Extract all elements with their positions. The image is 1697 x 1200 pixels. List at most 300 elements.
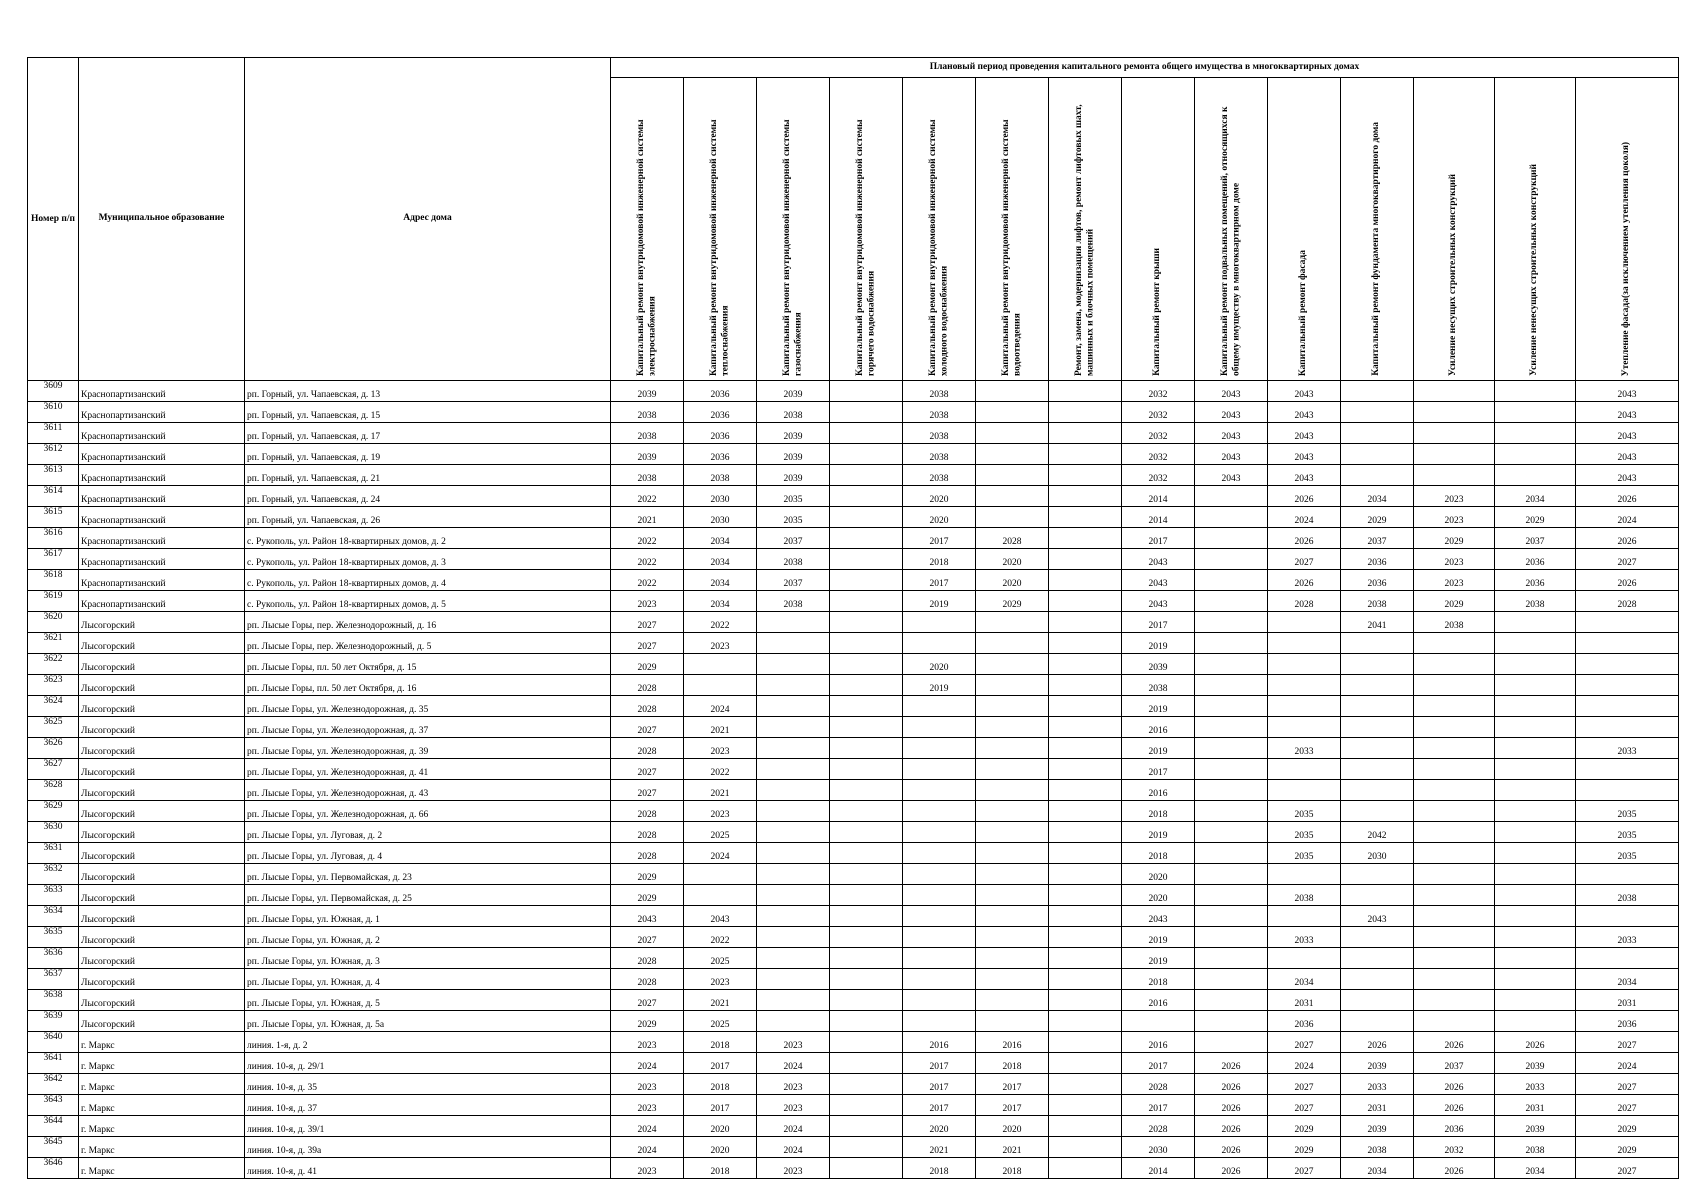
- row-year-cell: 2021: [684, 780, 757, 801]
- row-year-cell: 2028: [611, 801, 684, 822]
- row-year-cell: [1268, 780, 1341, 801]
- row-address: рп. Горный, ул. Чапаевская, д. 26: [245, 507, 611, 528]
- row-year-cell: [830, 717, 903, 738]
- row-year-cell: 2026: [1495, 1032, 1576, 1053]
- row-year-cell: [1049, 948, 1122, 969]
- row-year-cell: 2035: [757, 486, 830, 507]
- row-year-cell: 2034: [1495, 1158, 1576, 1179]
- row-number: 3644: [28, 1116, 79, 1137]
- table-row: [28, 717, 1679, 738]
- row-year-cell: 2029: [1268, 1116, 1341, 1137]
- row-year-cell: 2037: [757, 528, 830, 549]
- row-year-cell: 2029: [611, 885, 684, 906]
- register-sheet: [27, 57, 1679, 1179]
- row-year-cell: [830, 486, 903, 507]
- row-year-cell: [1414, 801, 1495, 822]
- row-year-cell: 2038: [611, 402, 684, 423]
- row-year-cell: 2018: [684, 1074, 757, 1095]
- row-year-cell: 2043: [1122, 570, 1195, 591]
- row-year-cell: [1268, 654, 1341, 675]
- row-year-cell: 2036: [1495, 549, 1576, 570]
- row-year-cell: [976, 1011, 1049, 1032]
- row-year-cell: 2038: [903, 402, 976, 423]
- table-row: [28, 423, 1679, 444]
- row-year-cell: [1341, 633, 1414, 654]
- table-row: [28, 570, 1679, 591]
- row-year-cell: [830, 948, 903, 969]
- row-year-cell: 2021: [684, 717, 757, 738]
- row-year-cell: 2026: [1268, 486, 1341, 507]
- row-year-cell: [976, 843, 1049, 864]
- row-number: 3639: [28, 1011, 79, 1032]
- row-year-cell: [1049, 528, 1122, 549]
- row-year-cell: 2039: [757, 381, 830, 402]
- row-year-cell: [976, 423, 1049, 444]
- row-year-cell: [830, 402, 903, 423]
- header-work-label: Капитальный ремонт подвальных помещений, относящихся к общему имуществу в многоквартирном доме: [1219, 106, 1241, 376]
- row-year-cell: 2021: [976, 1137, 1049, 1158]
- row-year-cell: 2032: [1122, 381, 1195, 402]
- row-year-cell: [903, 885, 976, 906]
- row-municipality: Лысогорский: [79, 1011, 245, 1032]
- row-year-cell: [830, 990, 903, 1011]
- row-address: рп. Лысые Горы, ул. Южная, д. 5а: [245, 1011, 611, 1032]
- row-year-cell: [1268, 948, 1341, 969]
- row-year-cell: 2016: [1122, 717, 1195, 738]
- row-municipality: г. Маркс: [79, 1032, 245, 1053]
- row-year-cell: [1414, 717, 1495, 738]
- row-year-cell: 2043: [1268, 423, 1341, 444]
- row-year-cell: [757, 759, 830, 780]
- header-work-label: Усиление несущих строительных конструкций: [1448, 173, 1459, 376]
- row-municipality: г. Маркс: [79, 1053, 245, 1074]
- row-year-cell: [1195, 906, 1268, 927]
- table-row: [28, 654, 1679, 675]
- row-address: рп. Лысые Горы, ул. Луговая, д. 4: [245, 843, 611, 864]
- row-municipality: Лысогорский: [79, 885, 245, 906]
- row-year-cell: [976, 675, 1049, 696]
- row-year-cell: [757, 843, 830, 864]
- row-year-cell: [1049, 507, 1122, 528]
- row-year-cell: 2035: [1268, 801, 1341, 822]
- row-year-cell: [1049, 885, 1122, 906]
- row-address: с. Рукополь, ул. Район 18-квартирных домов, д. 4: [245, 570, 611, 591]
- row-municipality: Лысогорский: [79, 843, 245, 864]
- row-year-cell: [1268, 864, 1341, 885]
- row-year-cell: 2029: [1495, 507, 1576, 528]
- row-year-cell: [1268, 759, 1341, 780]
- row-year-cell: 2026: [1414, 1032, 1495, 1053]
- row-year-cell: 2031: [1341, 1095, 1414, 1116]
- row-address: рп. Горный, ул. Чапаевская, д. 13: [245, 381, 611, 402]
- table-row: [28, 486, 1679, 507]
- row-year-cell: 2014: [1122, 507, 1195, 528]
- row-year-cell: 2036: [684, 381, 757, 402]
- row-year-cell: [1576, 906, 1679, 927]
- row-year-cell: 2038: [1414, 612, 1495, 633]
- row-year-cell: 2023: [611, 591, 684, 612]
- row-year-cell: [1341, 444, 1414, 465]
- row-year-cell: [1414, 633, 1495, 654]
- row-year-cell: 2018: [976, 1158, 1049, 1179]
- row-year-cell: [1414, 969, 1495, 990]
- row-number: 3628: [28, 780, 79, 801]
- row-year-cell: [830, 507, 903, 528]
- row-year-cell: 2038: [1341, 1137, 1414, 1158]
- row-year-cell: 2017: [1122, 1095, 1195, 1116]
- row-year-cell: [1049, 675, 1122, 696]
- row-year-cell: 2038: [684, 465, 757, 486]
- row-year-cell: 2023: [611, 1032, 684, 1053]
- row-year-cell: 2027: [611, 927, 684, 948]
- row-year-cell: [1414, 759, 1495, 780]
- row-year-cell: [1195, 885, 1268, 906]
- row-year-cell: 2019: [1122, 822, 1195, 843]
- row-municipality: Лысогорский: [79, 633, 245, 654]
- row-year-cell: 2027: [1576, 1074, 1679, 1095]
- row-year-cell: 2024: [684, 843, 757, 864]
- row-year-cell: [684, 885, 757, 906]
- row-year-cell: 2043: [1195, 402, 1268, 423]
- row-year-cell: [976, 696, 1049, 717]
- row-year-cell: 2035: [1576, 801, 1679, 822]
- row-year-cell: 2043: [1195, 381, 1268, 402]
- row-year-cell: 2043: [684, 906, 757, 927]
- row-number: 3619: [28, 591, 79, 612]
- row-year-cell: [1049, 381, 1122, 402]
- row-year-cell: 2033: [1268, 738, 1341, 759]
- row-year-cell: 2025: [684, 822, 757, 843]
- row-municipality: Лысогорский: [79, 969, 245, 990]
- row-year-cell: [976, 654, 1049, 675]
- table-row: [28, 381, 1679, 402]
- table-row: [28, 528, 1679, 549]
- row-year-cell: 2043: [1576, 444, 1679, 465]
- row-year-cell: 2027: [1268, 1095, 1341, 1116]
- row-year-cell: [1195, 801, 1268, 822]
- row-year-cell: 2039: [1495, 1116, 1576, 1137]
- row-year-cell: [1341, 423, 1414, 444]
- row-year-cell: 2033: [1576, 738, 1679, 759]
- row-year-cell: [976, 801, 1049, 822]
- row-year-cell: [1049, 1116, 1122, 1137]
- row-year-cell: [830, 738, 903, 759]
- row-year-cell: 2038: [611, 423, 684, 444]
- row-municipality: Лысогорский: [79, 801, 245, 822]
- row-year-cell: 2043: [1268, 465, 1341, 486]
- row-year-cell: [684, 654, 757, 675]
- row-year-cell: [830, 654, 903, 675]
- row-year-cell: [830, 591, 903, 612]
- row-year-cell: 2019: [903, 591, 976, 612]
- row-year-cell: 2038: [1341, 591, 1414, 612]
- row-year-cell: [1576, 612, 1679, 633]
- row-year-cell: 2027: [611, 990, 684, 1011]
- row-year-cell: 2028: [611, 948, 684, 969]
- row-year-cell: [1495, 444, 1576, 465]
- row-year-cell: 2035: [1268, 822, 1341, 843]
- capital-repair-table: [27, 57, 1679, 1179]
- row-year-cell: 2038: [903, 465, 976, 486]
- row-year-cell: [1049, 990, 1122, 1011]
- row-year-cell: [1414, 738, 1495, 759]
- row-year-cell: 2036: [1414, 1116, 1495, 1137]
- row-year-cell: [1414, 402, 1495, 423]
- header-work-label: Капитальный ремонт внутридомовой инженерной системы газоснабжения: [781, 119, 803, 376]
- header-work-2: [684, 78, 757, 381]
- row-year-cell: [830, 759, 903, 780]
- row-year-cell: [1341, 654, 1414, 675]
- row-year-cell: [1495, 654, 1576, 675]
- header-work-7: [1049, 78, 1122, 381]
- row-year-cell: 2038: [757, 591, 830, 612]
- row-year-cell: 2038: [1495, 591, 1576, 612]
- row-year-cell: [830, 612, 903, 633]
- row-municipality: Лысогорский: [79, 822, 245, 843]
- row-year-cell: [1049, 1137, 1122, 1158]
- row-year-cell: [757, 612, 830, 633]
- table-row: [28, 969, 1679, 990]
- row-year-cell: 2024: [1576, 507, 1679, 528]
- table-row: [28, 864, 1679, 885]
- row-number: 3610: [28, 402, 79, 423]
- row-year-cell: [1049, 822, 1122, 843]
- row-year-cell: 2031: [1576, 990, 1679, 1011]
- row-year-cell: 2043: [1195, 465, 1268, 486]
- row-year-cell: 2038: [903, 423, 976, 444]
- row-year-cell: [1341, 381, 1414, 402]
- row-year-cell: 2029: [611, 654, 684, 675]
- row-year-cell: 2035: [1268, 843, 1341, 864]
- row-municipality: Лысогорский: [79, 675, 245, 696]
- row-year-cell: [1495, 822, 1576, 843]
- row-year-cell: [903, 633, 976, 654]
- row-year-cell: [1341, 696, 1414, 717]
- row-year-cell: [1341, 969, 1414, 990]
- row-year-cell: [1195, 633, 1268, 654]
- row-address: рп. Горный, ул. Чапаевская, д. 21: [245, 465, 611, 486]
- row-year-cell: 2028: [611, 969, 684, 990]
- row-year-cell: [903, 717, 976, 738]
- row-year-cell: 2042: [1341, 822, 1414, 843]
- table-row: [28, 1053, 1679, 1074]
- row-municipality: Лысогорский: [79, 717, 245, 738]
- row-year-cell: 2041: [1341, 612, 1414, 633]
- row-year-cell: 2017: [903, 1053, 976, 1074]
- row-year-cell: [976, 717, 1049, 738]
- row-year-cell: [1576, 864, 1679, 885]
- row-year-cell: 2032: [1122, 444, 1195, 465]
- table-row: [28, 465, 1679, 486]
- row-year-cell: [1414, 381, 1495, 402]
- row-year-cell: 2018: [1122, 969, 1195, 990]
- row-year-cell: 2020: [903, 1116, 976, 1137]
- row-year-cell: [1495, 885, 1576, 906]
- row-year-cell: [1268, 633, 1341, 654]
- row-year-cell: 2025: [684, 1011, 757, 1032]
- row-year-cell: 2038: [1268, 885, 1341, 906]
- row-year-cell: [1414, 675, 1495, 696]
- row-year-cell: [1495, 927, 1576, 948]
- row-address: рп. Лысые Горы, ул. Железнодорожная, д. 35: [245, 696, 611, 717]
- table-row: [28, 738, 1679, 759]
- table-row: [28, 549, 1679, 570]
- row-year-cell: [1049, 423, 1122, 444]
- row-year-cell: 2027: [1576, 1032, 1679, 1053]
- row-year-cell: [1414, 843, 1495, 864]
- row-year-cell: [903, 801, 976, 822]
- row-year-cell: 2043: [1122, 906, 1195, 927]
- row-year-cell: [757, 948, 830, 969]
- row-year-cell: 2027: [611, 759, 684, 780]
- row-number: 3625: [28, 717, 79, 738]
- row-year-cell: 2025: [684, 948, 757, 969]
- row-address: рп. Лысые Горы, пер. Железнодорожный, д. 16: [245, 612, 611, 633]
- row-year-cell: [1195, 696, 1268, 717]
- row-year-cell: 2039: [1341, 1116, 1414, 1137]
- row-year-cell: 2020: [684, 1137, 757, 1158]
- row-year-cell: [1195, 927, 1268, 948]
- row-number: 3611: [28, 423, 79, 444]
- row-municipality: г. Маркс: [79, 1158, 245, 1179]
- row-year-cell: [830, 1095, 903, 1116]
- row-year-cell: [1341, 885, 1414, 906]
- row-year-cell: 2017: [903, 528, 976, 549]
- table-row: [28, 1158, 1679, 1179]
- table-row: [28, 1074, 1679, 1095]
- row-year-cell: 2017: [1122, 612, 1195, 633]
- row-year-cell: 2036: [684, 423, 757, 444]
- header-work-5: [903, 78, 976, 381]
- row-year-cell: 2038: [903, 381, 976, 402]
- row-municipality: Лысогорский: [79, 738, 245, 759]
- row-year-cell: [1049, 759, 1122, 780]
- row-year-cell: [1049, 1095, 1122, 1116]
- row-year-cell: 2030: [684, 486, 757, 507]
- row-year-cell: [1576, 948, 1679, 969]
- row-year-cell: [830, 570, 903, 591]
- row-number: 3629: [28, 801, 79, 822]
- header-work-label: Капитальный ремонт фасада: [1298, 249, 1309, 376]
- row-year-cell: 2014: [1122, 486, 1195, 507]
- row-number: 3612: [28, 444, 79, 465]
- row-year-cell: 2027: [611, 633, 684, 654]
- row-year-cell: [1341, 927, 1414, 948]
- header-work-14: [1576, 78, 1679, 381]
- row-year-cell: [757, 696, 830, 717]
- row-year-cell: [1049, 654, 1122, 675]
- row-year-cell: 2037: [1495, 528, 1576, 549]
- row-year-cell: 2020: [903, 486, 976, 507]
- row-year-cell: 2018: [1122, 801, 1195, 822]
- row-year-cell: [757, 675, 830, 696]
- row-year-cell: 2023: [757, 1032, 830, 1053]
- row-year-cell: 2017: [903, 1074, 976, 1095]
- row-year-cell: [1341, 402, 1414, 423]
- row-year-cell: [757, 864, 830, 885]
- row-year-cell: 2022: [611, 528, 684, 549]
- row-year-cell: 2017: [976, 1074, 1049, 1095]
- row-year-cell: 2036: [1341, 549, 1414, 570]
- row-year-cell: 2016: [903, 1032, 976, 1053]
- row-year-cell: [1576, 780, 1679, 801]
- row-year-cell: [757, 738, 830, 759]
- row-year-cell: [757, 801, 830, 822]
- row-year-cell: 2034: [1495, 486, 1576, 507]
- row-municipality: Краснопартизанский: [79, 570, 245, 591]
- row-year-cell: [1049, 444, 1122, 465]
- row-number: 3623: [28, 675, 79, 696]
- row-municipality: Лысогорский: [79, 759, 245, 780]
- row-year-cell: 2026: [1576, 486, 1679, 507]
- row-year-cell: [1341, 675, 1414, 696]
- row-municipality: Краснопартизанский: [79, 486, 245, 507]
- row-year-cell: 2017: [1122, 759, 1195, 780]
- row-year-cell: [1495, 780, 1576, 801]
- row-number: 3645: [28, 1137, 79, 1158]
- row-year-cell: 2027: [611, 780, 684, 801]
- header-work-label: Капитальный ремонт внутридомовой инженерной системы горячего водоснабжения: [854, 119, 876, 376]
- row-year-cell: 2043: [1122, 591, 1195, 612]
- header-work-label: Усиление ненесущих строительных конструкций: [1529, 164, 1540, 376]
- row-year-cell: [1495, 381, 1576, 402]
- row-year-cell: 2028: [611, 675, 684, 696]
- row-year-cell: [976, 402, 1049, 423]
- row-year-cell: 2037: [757, 570, 830, 591]
- row-year-cell: 2035: [757, 507, 830, 528]
- row-number: 3618: [28, 570, 79, 591]
- row-year-cell: [1414, 864, 1495, 885]
- row-year-cell: 2027: [1268, 1074, 1341, 1095]
- row-year-cell: 2024: [611, 1053, 684, 1074]
- header-work-label: Капитальный ремонт крыши: [1152, 248, 1163, 376]
- row-year-cell: 2024: [611, 1137, 684, 1158]
- table-row: [28, 612, 1679, 633]
- row-year-cell: [1049, 465, 1122, 486]
- row-year-cell: [1195, 843, 1268, 864]
- row-year-cell: 2022: [684, 927, 757, 948]
- row-address: линия. 10-я, д. 41: [245, 1158, 611, 1179]
- row-year-cell: [1195, 528, 1268, 549]
- table-row: [28, 822, 1679, 843]
- row-year-cell: [1268, 696, 1341, 717]
- table-row: [28, 1032, 1679, 1053]
- row-year-cell: 2023: [684, 633, 757, 654]
- row-year-cell: 2023: [611, 1158, 684, 1179]
- row-year-cell: 2039: [1341, 1053, 1414, 1074]
- row-year-cell: [1495, 864, 1576, 885]
- row-municipality: Лысогорский: [79, 612, 245, 633]
- row-year-cell: 2033: [1576, 927, 1679, 948]
- row-year-cell: 2019: [903, 675, 976, 696]
- row-year-cell: [1495, 465, 1576, 486]
- table-row: [28, 675, 1679, 696]
- row-year-cell: [1268, 675, 1341, 696]
- row-year-cell: 2016: [1122, 1032, 1195, 1053]
- row-year-cell: [1195, 948, 1268, 969]
- row-year-cell: [1414, 885, 1495, 906]
- row-year-cell: 2027: [1268, 549, 1341, 570]
- row-year-cell: [976, 906, 1049, 927]
- row-year-cell: [1414, 1011, 1495, 1032]
- row-address: линия. 10-я, д. 29/1: [245, 1053, 611, 1074]
- row-municipality: Краснопартизанский: [79, 507, 245, 528]
- row-year-cell: [1195, 654, 1268, 675]
- row-year-cell: 2023: [611, 1074, 684, 1095]
- row-year-cell: [903, 759, 976, 780]
- row-year-cell: 2026: [1576, 528, 1679, 549]
- row-year-cell: 2043: [1268, 444, 1341, 465]
